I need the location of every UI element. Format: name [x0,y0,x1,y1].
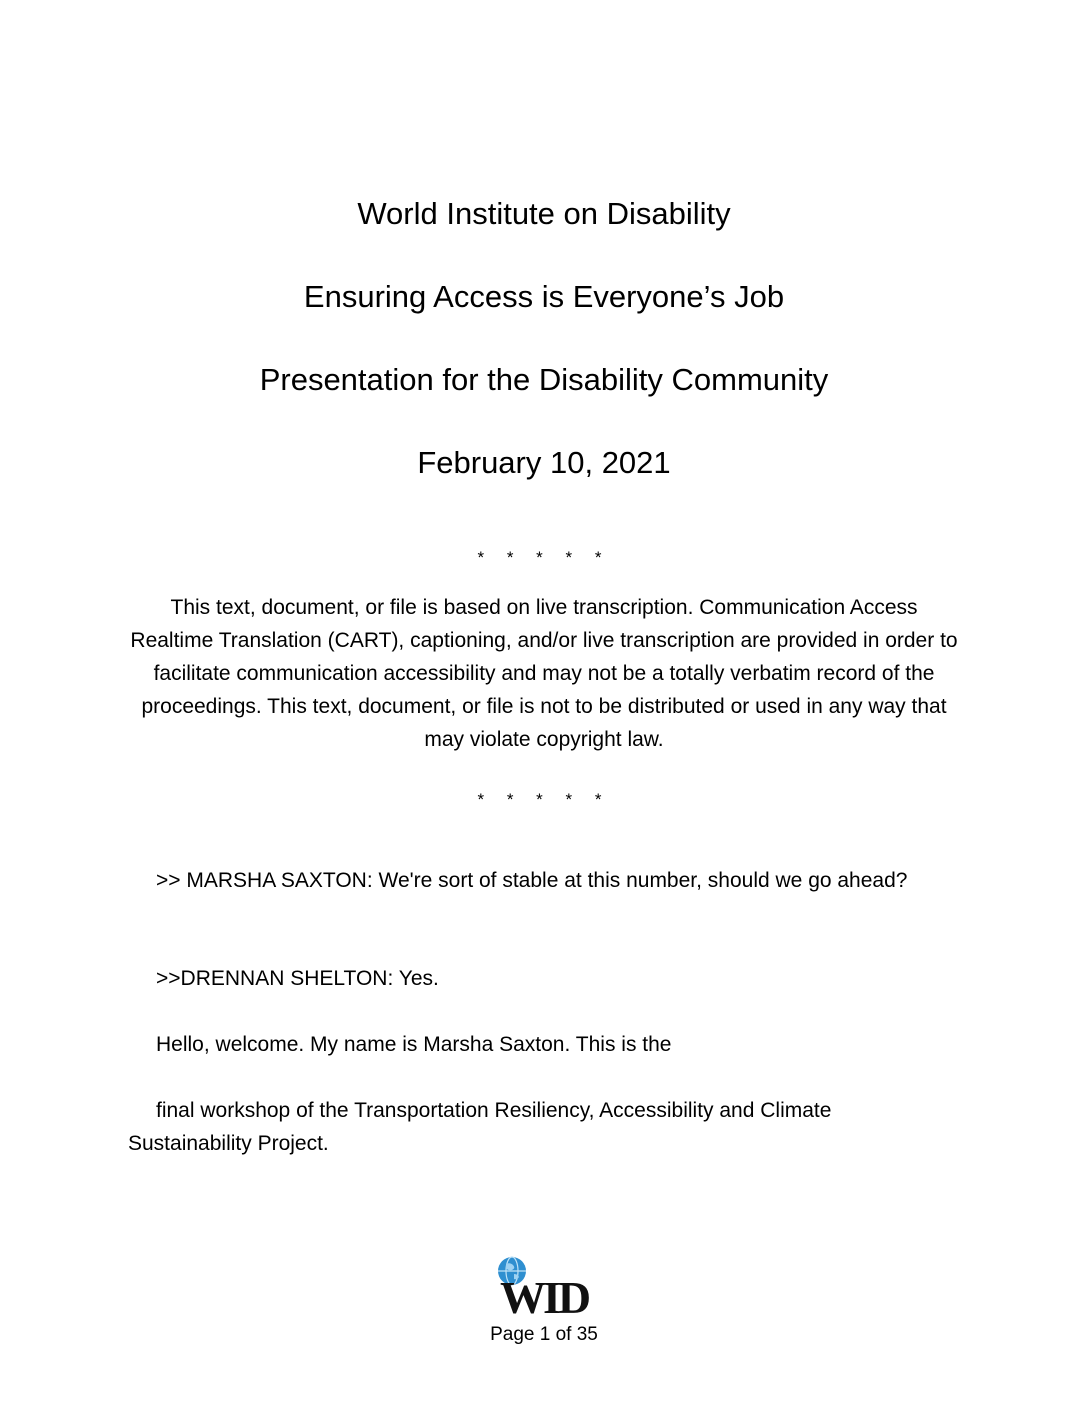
separator-bottom: * * * * * [477,790,611,809]
event-name: Presentation for the Disability Community [259,362,829,397]
cart-disclaimer: This text, document, or file is based on live transcription. Communication Access Realtime Translation (CART), captioning, and/or live transcription are provided in order to facilitate communication accessibility and may not be a totally verbatim record of the proceedings. This text, document, or file is not to be distributed or used in any way that may violate copyright law. [130,596,958,751]
wid-logo [489,1256,599,1322]
event-date: February 10, 2021 [417,445,671,480]
transcript-text: final workshop of the Transportation Resiliency, Accessibility and Climate Sustainability Project. [128,1099,832,1155]
transcript-paragraph [128,864,958,897]
transcript-paragraph [128,1094,958,1160]
page-number: Page 1 of 35 [490,1324,598,1345]
document-title: World Institute on Disability [357,196,731,231]
page-footer [0,1256,1088,1346]
transcript-text: Hello, welcome. My name is Marsha Saxton. This is the [156,1033,672,1056]
document-subtitle: Ensuring Access is Everyone’s Job [303,279,785,314]
transcript-text: >>DRENNAN SHELTON: Yes. [156,967,439,990]
separator-top: * * * * * [477,548,611,567]
wid-logo-text: WID [499,1272,589,1323]
transcript-paragraph [128,1028,958,1061]
transcript-paragraph [128,962,958,995]
transcript-text: >> MARSHA SAXTON: We're sort of stable at this number, should we go ahead? [156,869,908,892]
